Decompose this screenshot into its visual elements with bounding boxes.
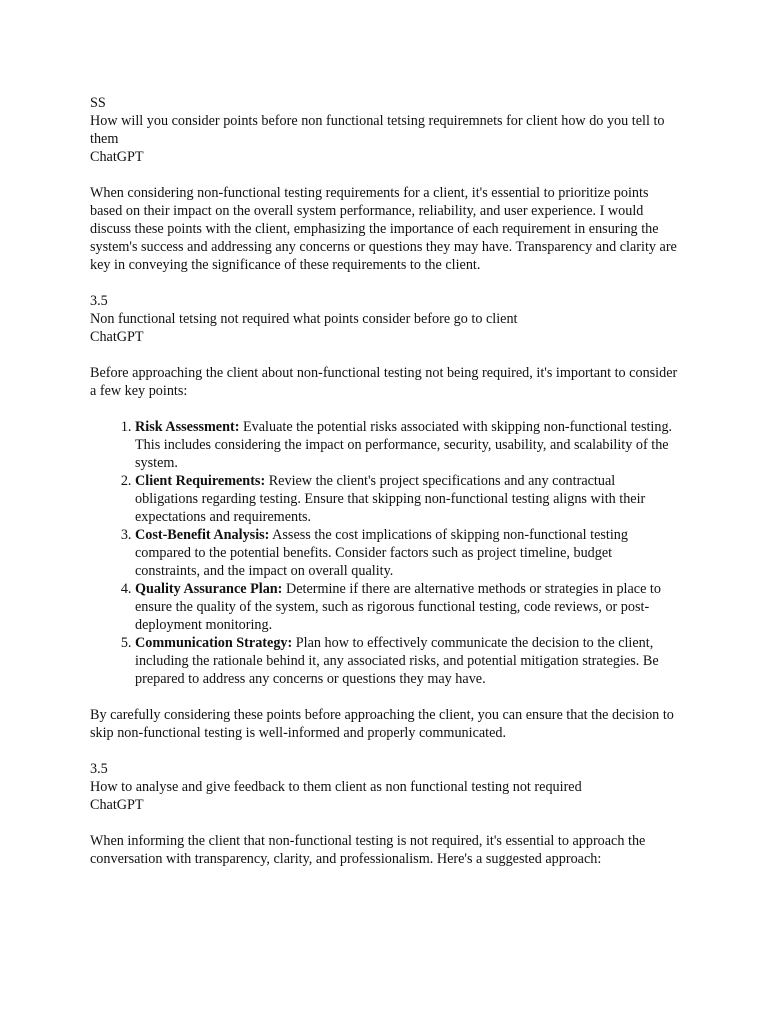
document-page	[90, 94, 680, 868]
question-text: How will you consider points before non functional tetsing requiremnets for client how do you tell to them	[90, 113, 665, 147]
user-label: 3.5	[90, 761, 108, 777]
assistant-label: ChatGPT	[90, 329, 144, 345]
list-item-title: Client Requirements:	[135, 473, 266, 489]
answer-text: When informing the client that non-functional testing is not required, it's essential to approach the conversation with transparency, clarity, and professionalism. Here's a suggested approach:	[90, 833, 646, 867]
list-item-title: Cost-Benefit Analysis:	[135, 527, 270, 543]
user-label: 3.5	[90, 293, 108, 309]
key-points-list	[90, 418, 680, 688]
list-item-title: Quality Assurance Plan:	[135, 581, 283, 597]
list-item-title: Risk Assessment:	[135, 419, 240, 435]
answer-intro: Before approaching the client about non-functional testing not being required, it's important to consider a few key points:	[90, 365, 678, 399]
list-item-body: Assess the cost implications of skipping non-functional testing compared to the potential benefits. Consider factors such as project timeline, budget constraints, and the impact on overall quality.	[135, 527, 628, 579]
list-item	[135, 580, 680, 634]
list-item-body: Review the client's project specifications and any contractual obligations regarding testing. Ensure that skipping non-functional testing aligns with their expectations and requirements.	[135, 473, 646, 525]
list-item	[135, 418, 680, 472]
list-item-title: Communication Strategy:	[135, 635, 293, 651]
answer-text: When considering non-functional testing requirements for a client, it's essential to prioritize points based on their impact on the overall system performance, reliability, and user experience. I would discuss these points with the client, emphasizing the importance of each requirement in ensuring the system's success and addressing any concerns or questions they may have. Transparency and clarity are key in conveying the significance of these requirements to the client.	[90, 185, 677, 273]
list-item	[135, 472, 680, 526]
list-item-body: Plan how to effectively communicate the decision to the client, including the rationale behind it, any associated risks, and potential mitigation strategies. Be prepared to address any concerns or questions they may have.	[135, 635, 659, 687]
question-text: How to analyse and give feedback to them client as non functional testing not required	[90, 779, 582, 795]
list-item-body: Determine if there are alternative methods or strategies in place to ensure the quality of the system, such as rigorous functional testing, code reviews, or post-deployment monitoring.	[135, 581, 661, 633]
question-text: Non functional tetsing not required what points consider before go to client	[90, 311, 518, 327]
user-label: SS	[90, 95, 106, 111]
assistant-label: ChatGPT	[90, 797, 144, 813]
list-item	[135, 526, 680, 580]
list-item-body: Evaluate the potential risks associated with skipping non-functional testing. This includes considering the impact on performance, security, usability, and scalability of the system.	[135, 419, 673, 471]
assistant-label: ChatGPT	[90, 149, 144, 165]
list-item	[135, 634, 680, 688]
answer-conclusion: By carefully considering these points before approaching the client, you can ensure that the decision to skip non-functional testing is well-informed and properly communicated.	[90, 707, 674, 741]
